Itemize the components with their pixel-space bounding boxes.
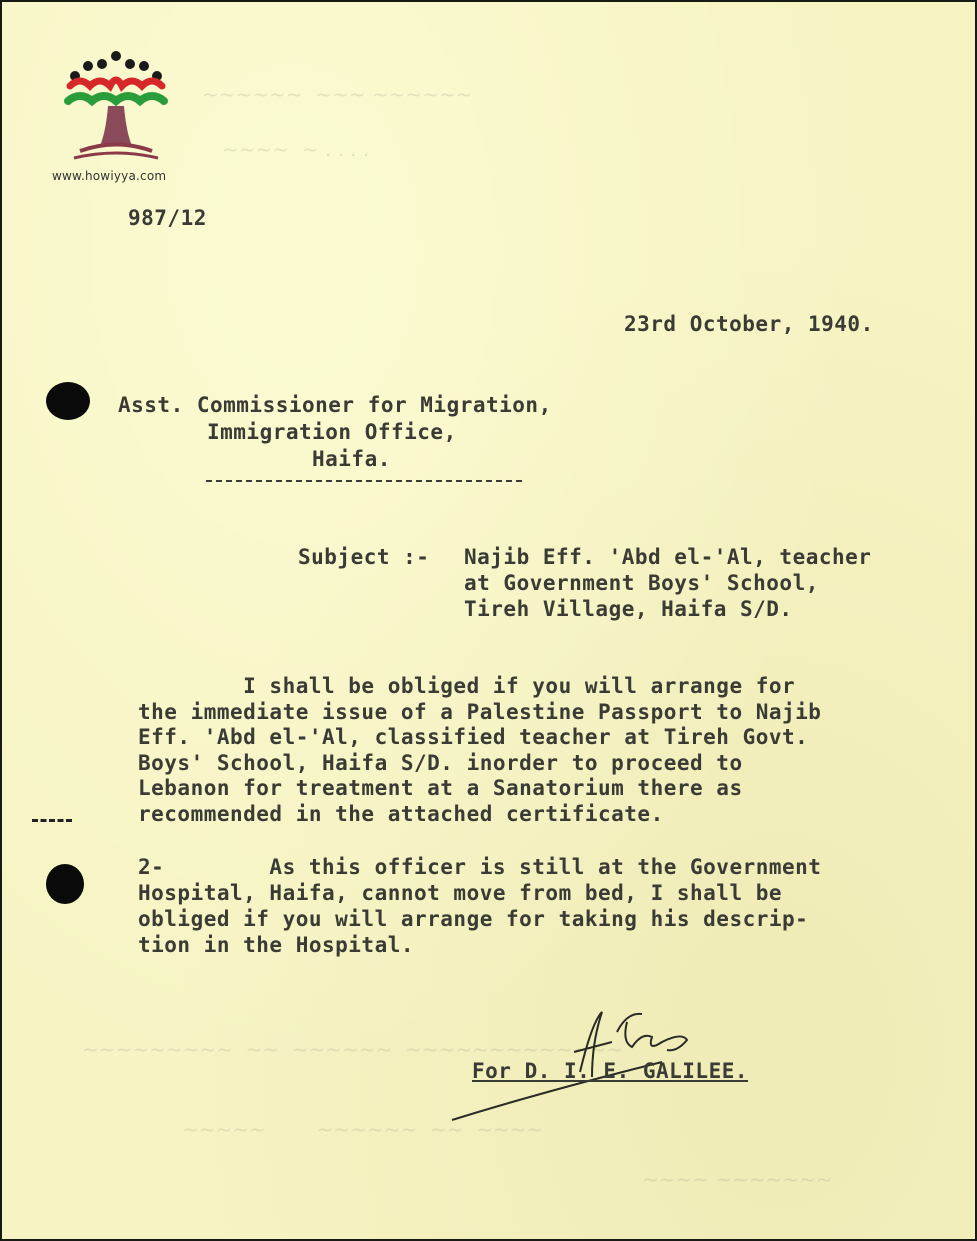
signature-block: For D. I. E. GALILEE.: [472, 1059, 749, 1083]
bleed-through-marks: ~~~~ ~~~~~~~: [642, 1167, 833, 1191]
subject-label: Subject :-: [298, 545, 430, 569]
body-paragraph-2: 2- As this officer is still at the Government Hospital, Haifa, cannot move from bed, I shall be obliged if you will arrange for taking his descrip- tion in the Hospital.: [138, 855, 822, 957]
punch-hole: [46, 864, 84, 904]
body-paragraph-1: I shall be obliged if you will arrange for the immediate issue of a Palestine Passport to Najib Eff. 'Abd el-'Al, classified teacher at Tireh Govt. Boys' School, Haifa S/D. inorder to proceed to Lebanon for treatment at a Sanatorium there as recommended in the attached certificate.: [138, 674, 822, 826]
family-tree-logo: [50, 46, 180, 186]
bleed-through-marks: ~~~~~~ ~~~ ~~~~~~: [202, 82, 473, 106]
document-page: [2, 2, 975, 1239]
addressee-line-1: Asst. Commissioner for Migration,: [118, 393, 552, 417]
subject-line-3: Tireh Village, Haifa S/D.: [464, 597, 793, 621]
reference-number: 987/12: [128, 206, 207, 230]
addressee-line-2: Immigration Office,: [207, 420, 457, 444]
letter-date: 23rd October, 1940.: [624, 312, 874, 336]
logo-url: www.howiyya.com: [52, 169, 167, 183]
punch-hole: [46, 382, 90, 420]
addressee-underline: [206, 480, 522, 482]
subject-line-1: Najib Eff. 'Abd el-'Al, teacher: [464, 545, 872, 569]
bleed-through-marks: ~~~~ ~ . . . .: [222, 137, 370, 161]
addressee-line-3: Haifa.: [312, 447, 391, 471]
bleed-through-marks: ~~~~~~~~~ ~~ ~~~~~~ ~~~~~~~~~~~~~: [82, 1037, 623, 1061]
bleed-through-marks: ~~~~~ ~~~~~~ ~~ ~~~~: [182, 1117, 544, 1141]
margin-dash-mark: [32, 819, 72, 822]
subject-line-2: at Government Boys' School,: [464, 571, 819, 595]
